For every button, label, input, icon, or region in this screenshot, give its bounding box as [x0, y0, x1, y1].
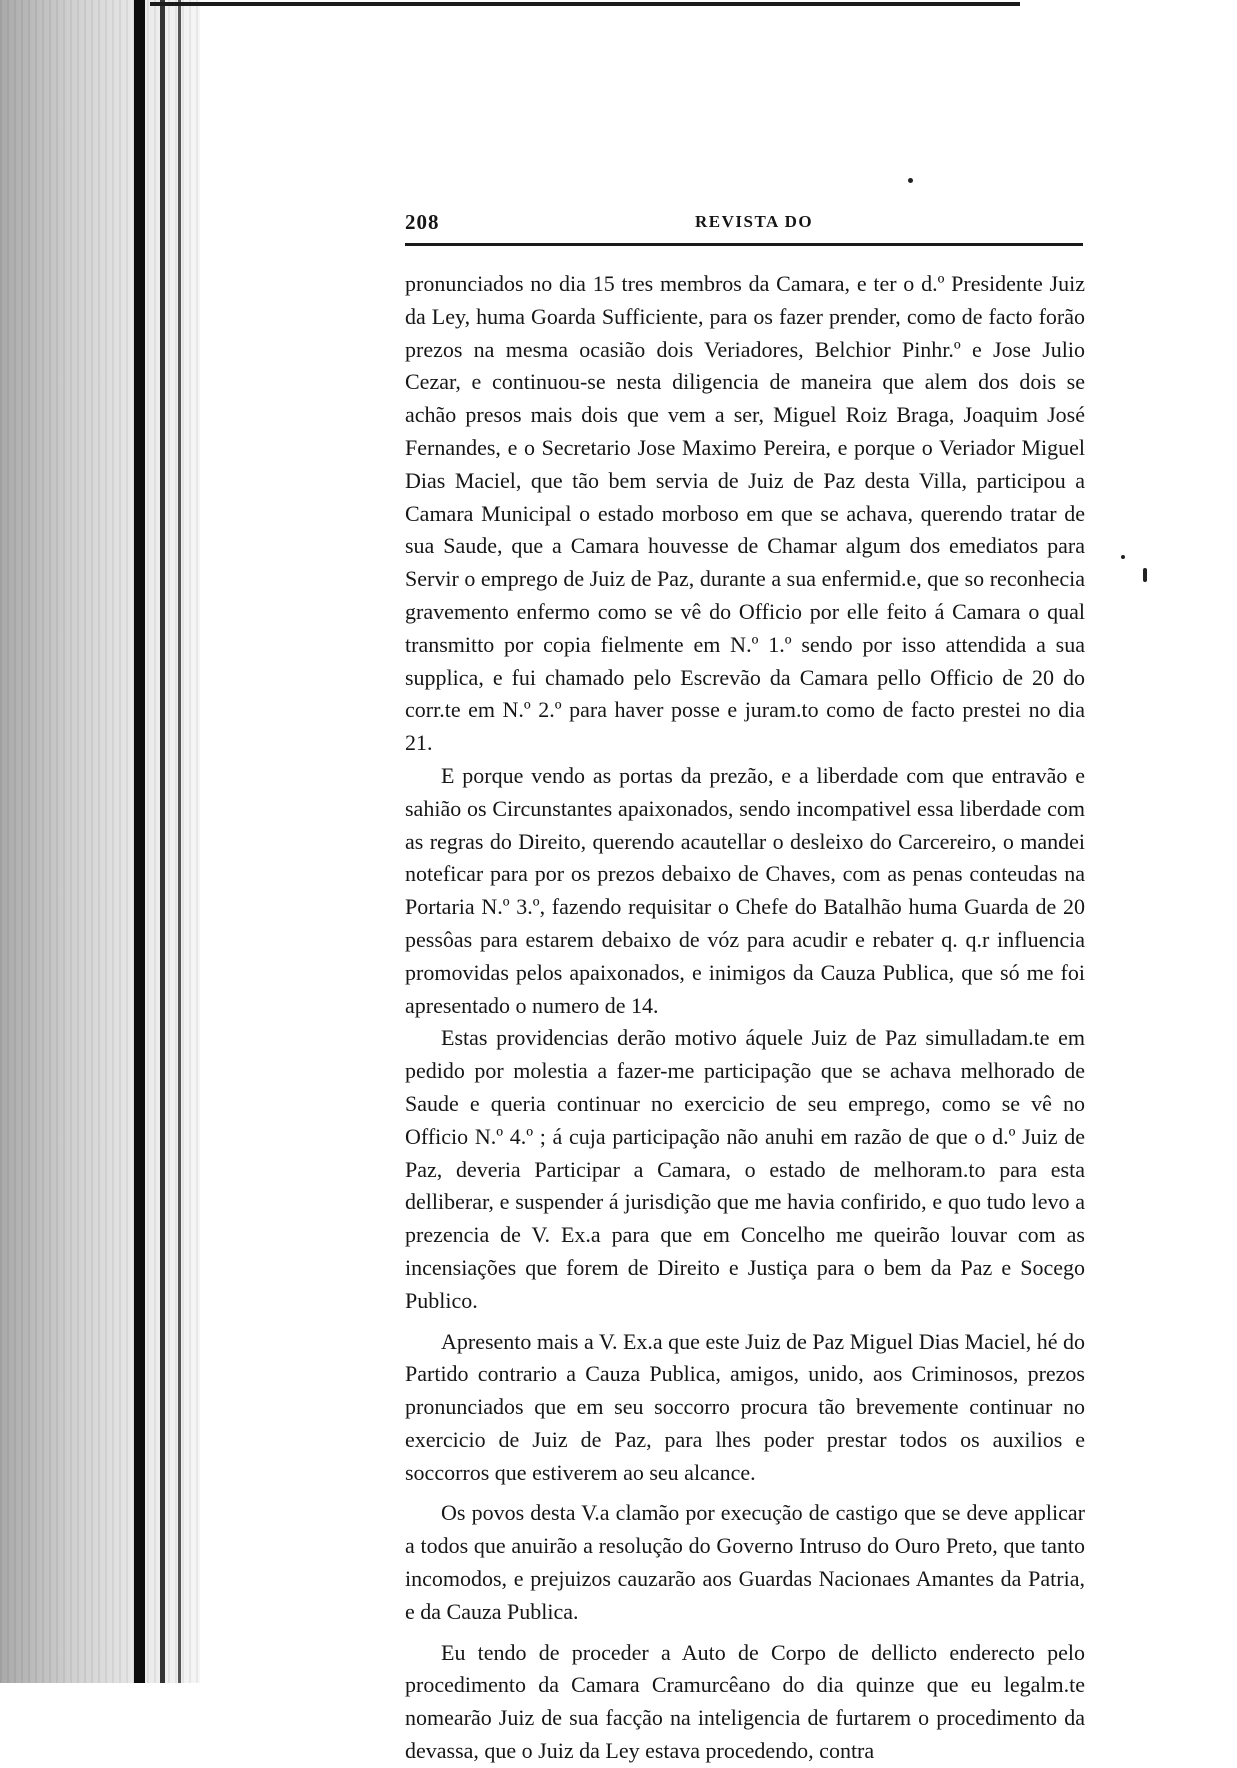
header-rule [405, 243, 1083, 246]
scan-speck [1121, 555, 1125, 559]
paragraph: Estas providencias derão motivo áquele Juiz de Paz simulladam.te em pedido por molestia a fazer-me participação que se achava melhorado de Saude e queria continuar no exercicio de seu emprego, como se vê no Officio N.º 4.º ; á cuja participação não anuhi em razão de que o d.º Juiz de Paz, deveria Participar a Camara, o estado de melhoram.to para esta delliberar, e suspender á jurisdição que me havia confirido, e quo tudo levo a prezencia de V. Ex.a para que em Concelho me queirão louvar com as incensiações que forem de Direito e Justiça para o bem da Paz e Socego Publico. [405, 1025, 1085, 1313]
running-title: REVISTA DO [695, 212, 814, 231]
book-gutter [0, 0, 200, 1683]
scan-speck [908, 178, 913, 183]
paragraph: Eu tendo de proceder a Auto de Corpo de dellicto enderecto pelo procedimento da Camara Cramurcêano do dia quinze que eu legalm.te nomearão Juiz de sua facção na inteligencia de furtarem o procedimento da devassa, que o Juiz da Ley estava procedendo, contra [405, 1639, 1085, 1764]
spine-edge-shadow [178, 0, 181, 1683]
page-number: 208 [405, 210, 440, 234]
paragraph: pronunciados no dia 15 tres membros da Camara, e ter o d.º Presidente Juiz da Ley, huma Goarda Sufficiente, para os fazer prender, como de facto forão prezos na mesma ocasião dois Veriadores, Belchior Pinhr.º e Jose Julio Cezar, e continuou-se nesta diligencia de maneira que alem dos dois se achão presos mais dois que vem a ser, Miguel Roiz Braga, Joaquim José Fernandes, e o Secretario Jose Maximo Pereira, e porque o Veriador Miguel Dias Maciel, que tão bem servia de Juiz de Paz desta Villa, participou a Camara Municipal o estado morboso em que se achava, querendo tratar de sua Saude, que a Camara houvesse de Chamar algum dos emediatos para Servir o emprego de Juiz de Paz, durante a sua enfermid.e, que so reconhecia gravemento enfermo como se vê do Officio por elle feito á Camara o qual transmitto por copia fielmente em N.º 1.º sendo por isso attendida a sua supplica, e fui chamado pelo Escrevão da Camara pello Officio de 20 do corr.te em N.º 2.º para haver posse e juram.to como de facto prestei no dia 21. [405, 271, 1085, 756]
spine-edge [134, 0, 145, 1683]
paragraph: E porque vendo as portas da prezão, e a liberdade com que entravão e sahião os Circunstantes apaixonados, sendo incompativel essa liberdade com as regras do Direito, querendo acautellar o desleixo do Carcereiro, o mandei noteficar para por os prezos debaixo de Chaves, com as penas conteudas na Portaria N.º 3.º, fazendo requisitar o Chefe do Batalhão huma Guarda de 20 pessôas para estarem debaixo de vóz para acudir e rebater q. q.r influencia promovidas pelos apaixonados, e inimigos da Cauza Publica, que só me foi apresentado o numero de 14. [405, 762, 1085, 1018]
page-header [405, 210, 1085, 240]
spine-edge-inner [160, 0, 165, 1683]
body-text [405, 268, 1085, 1768]
scan-top-edge [150, 2, 1020, 6]
paragraph: Os povos desta V.a clamão por execução de castigo que se deve applicar a todos que anuirão a resolução do Governo Intruso do Ouro Preto, que tanto incomodos, e prejuizos cauzarão aos Guardas Nacionaes Amantes da Patria, e da Cauza Publica. [405, 1500, 1085, 1624]
paragraph: Apresento mais a V. Ex.a que este Juiz de Paz Miguel Dias Maciel, hé do Partido contrario a Cauza Publica, amigos, unido, aos Criminosos, prezos pronunciados que em seu soccorro procura tão brevemente continuar no exercicio de Juiz de Paz, para lhes poder prestar todos os auxilios e soccorros que estiverem ao seu alcance. [405, 1328, 1085, 1485]
scan-speck [1143, 568, 1147, 582]
